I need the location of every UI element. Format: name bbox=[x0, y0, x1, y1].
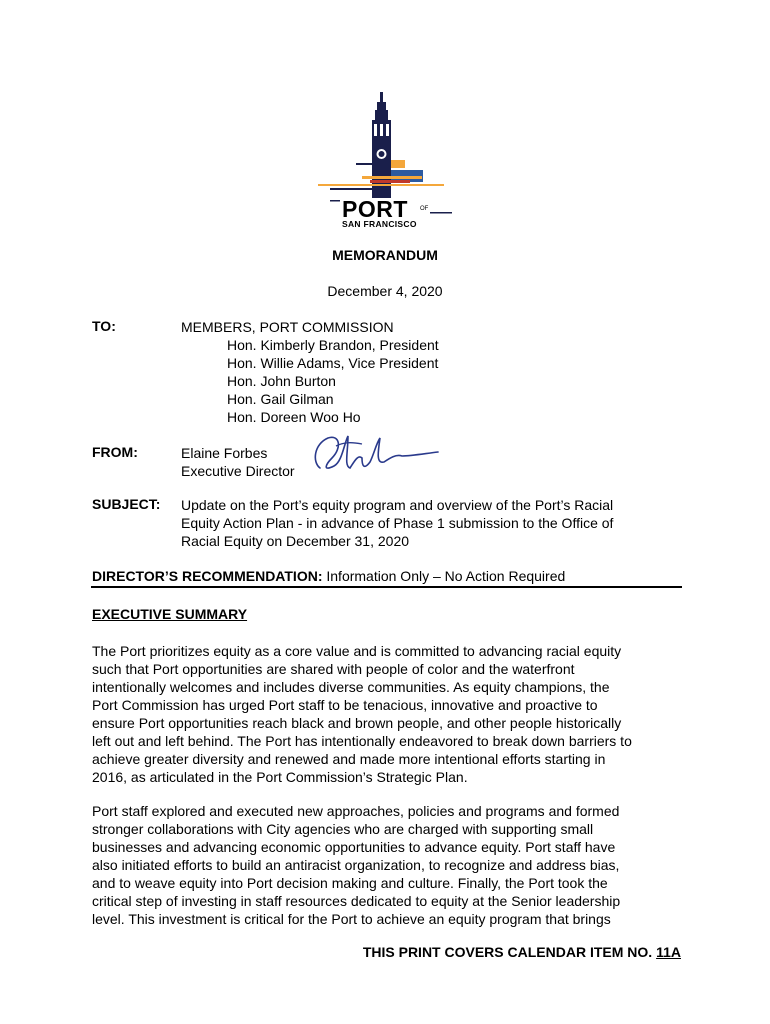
from-block bbox=[181, 444, 295, 480]
paragraph-line: achieve greater diversity and renewed and made more intentional efforts starting in bbox=[92, 751, 606, 767]
paragraph-line: businesses and advancing economic opportunities to advance equity. Port staff have bbox=[92, 839, 616, 855]
logo-of-text: OF bbox=[420, 206, 429, 212]
paragraph-line: stronger collaborations with City agencies who are charged with supporting small bbox=[92, 821, 594, 837]
paragraph-line: The Port prioritizes equity as a core value and is committed to advancing racial equity bbox=[92, 643, 622, 659]
subject-line: Equity Action Plan - in advance of Phase 1 submission to the Office of bbox=[181, 515, 614, 531]
to-recipient: MEMBERS, PORT COMMISSION bbox=[181, 319, 394, 335]
paragraph-line: and to weave equity into Port decision making and culture. Finally, the Port took the bbox=[92, 875, 608, 891]
paragraph-line: level. This investment is critical for the Port to achieve an equity program that brings bbox=[92, 911, 611, 927]
subject-label: SUBJECT: bbox=[92, 496, 161, 512]
memo-title: MEMORANDUM bbox=[332, 247, 438, 263]
member-item: Hon. Kimberly Brandon, President bbox=[227, 337, 439, 353]
executive-summary-heading: EXECUTIVE SUMMARY bbox=[92, 606, 248, 622]
paragraph-line: also initiated efforts to build an antiracist organization, to recognize and address bias, bbox=[92, 857, 620, 873]
paragraph-line: intentionally welcomes and includes diverse communities. As equity champions, the bbox=[92, 679, 610, 695]
signature bbox=[292, 422, 442, 482]
member-item: Hon. Willie Adams, Vice President bbox=[227, 355, 439, 371]
summary-paragraph-2 bbox=[92, 802, 692, 928]
summary-paragraph-1 bbox=[92, 642, 692, 786]
calendar-item-footer bbox=[363, 944, 681, 960]
paragraph-line: Port Commission has urged Port staff to be tenacious, innovative and proactive to bbox=[92, 697, 598, 713]
commission-members-list bbox=[227, 336, 439, 426]
recommendation-value: Information Only – No Action Required bbox=[326, 568, 566, 584]
member-item: Hon. Doreen Woo Ho bbox=[227, 409, 361, 425]
from-label: FROM: bbox=[92, 444, 138, 460]
paragraph-line: Port staff explored and executed new approaches, policies and programs and formed bbox=[92, 803, 620, 819]
memo-date: December 4, 2020 bbox=[327, 283, 443, 299]
port-logo bbox=[300, 88, 470, 233]
paragraph-line: ensure Port opportunities reach black and brown people, and other people historically bbox=[92, 715, 622, 731]
calendar-item-number: 11A bbox=[656, 944, 681, 960]
from-title: Executive Director bbox=[181, 463, 295, 479]
paragraph-line: left out and left behind. The Port has intentionally endeavored to break down barriers to bbox=[92, 733, 632, 749]
footer-prefix: THIS PRINT COVERS CALENDAR ITEM NO. bbox=[362, 944, 653, 960]
paragraph-line: 2016, as articulated in the Port Commission’s Strategic Plan. bbox=[92, 769, 468, 785]
directors-recommendation bbox=[92, 568, 565, 584]
member-item: Hon. John Burton bbox=[227, 373, 336, 389]
subject-text bbox=[181, 496, 671, 550]
paragraph-line: critical step of investing in staff resources dedicated to equity at the Senior leadership bbox=[92, 893, 621, 909]
subject-line: Racial Equity on December 31, 2020 bbox=[181, 533, 410, 549]
member-item: Hon. Gail Gilman bbox=[227, 391, 334, 407]
horizontal-rule bbox=[91, 586, 682, 588]
to-label: TO: bbox=[92, 318, 116, 334]
from-name: Elaine Forbes bbox=[181, 445, 268, 461]
recommendation-label: DIRECTOR’S RECOMMENDATION: bbox=[92, 568, 323, 584]
signature-icon bbox=[292, 422, 442, 482]
logo-city-text: SAN FRANCISCO bbox=[342, 219, 417, 229]
subject-line: Update on the Port’s equity program and overview of the Port’s Racial bbox=[181, 497, 614, 513]
logo-port-text: PORT bbox=[342, 196, 408, 222]
paragraph-line: such that Port opportunities are shared with people of color and the waterfront bbox=[92, 661, 575, 677]
